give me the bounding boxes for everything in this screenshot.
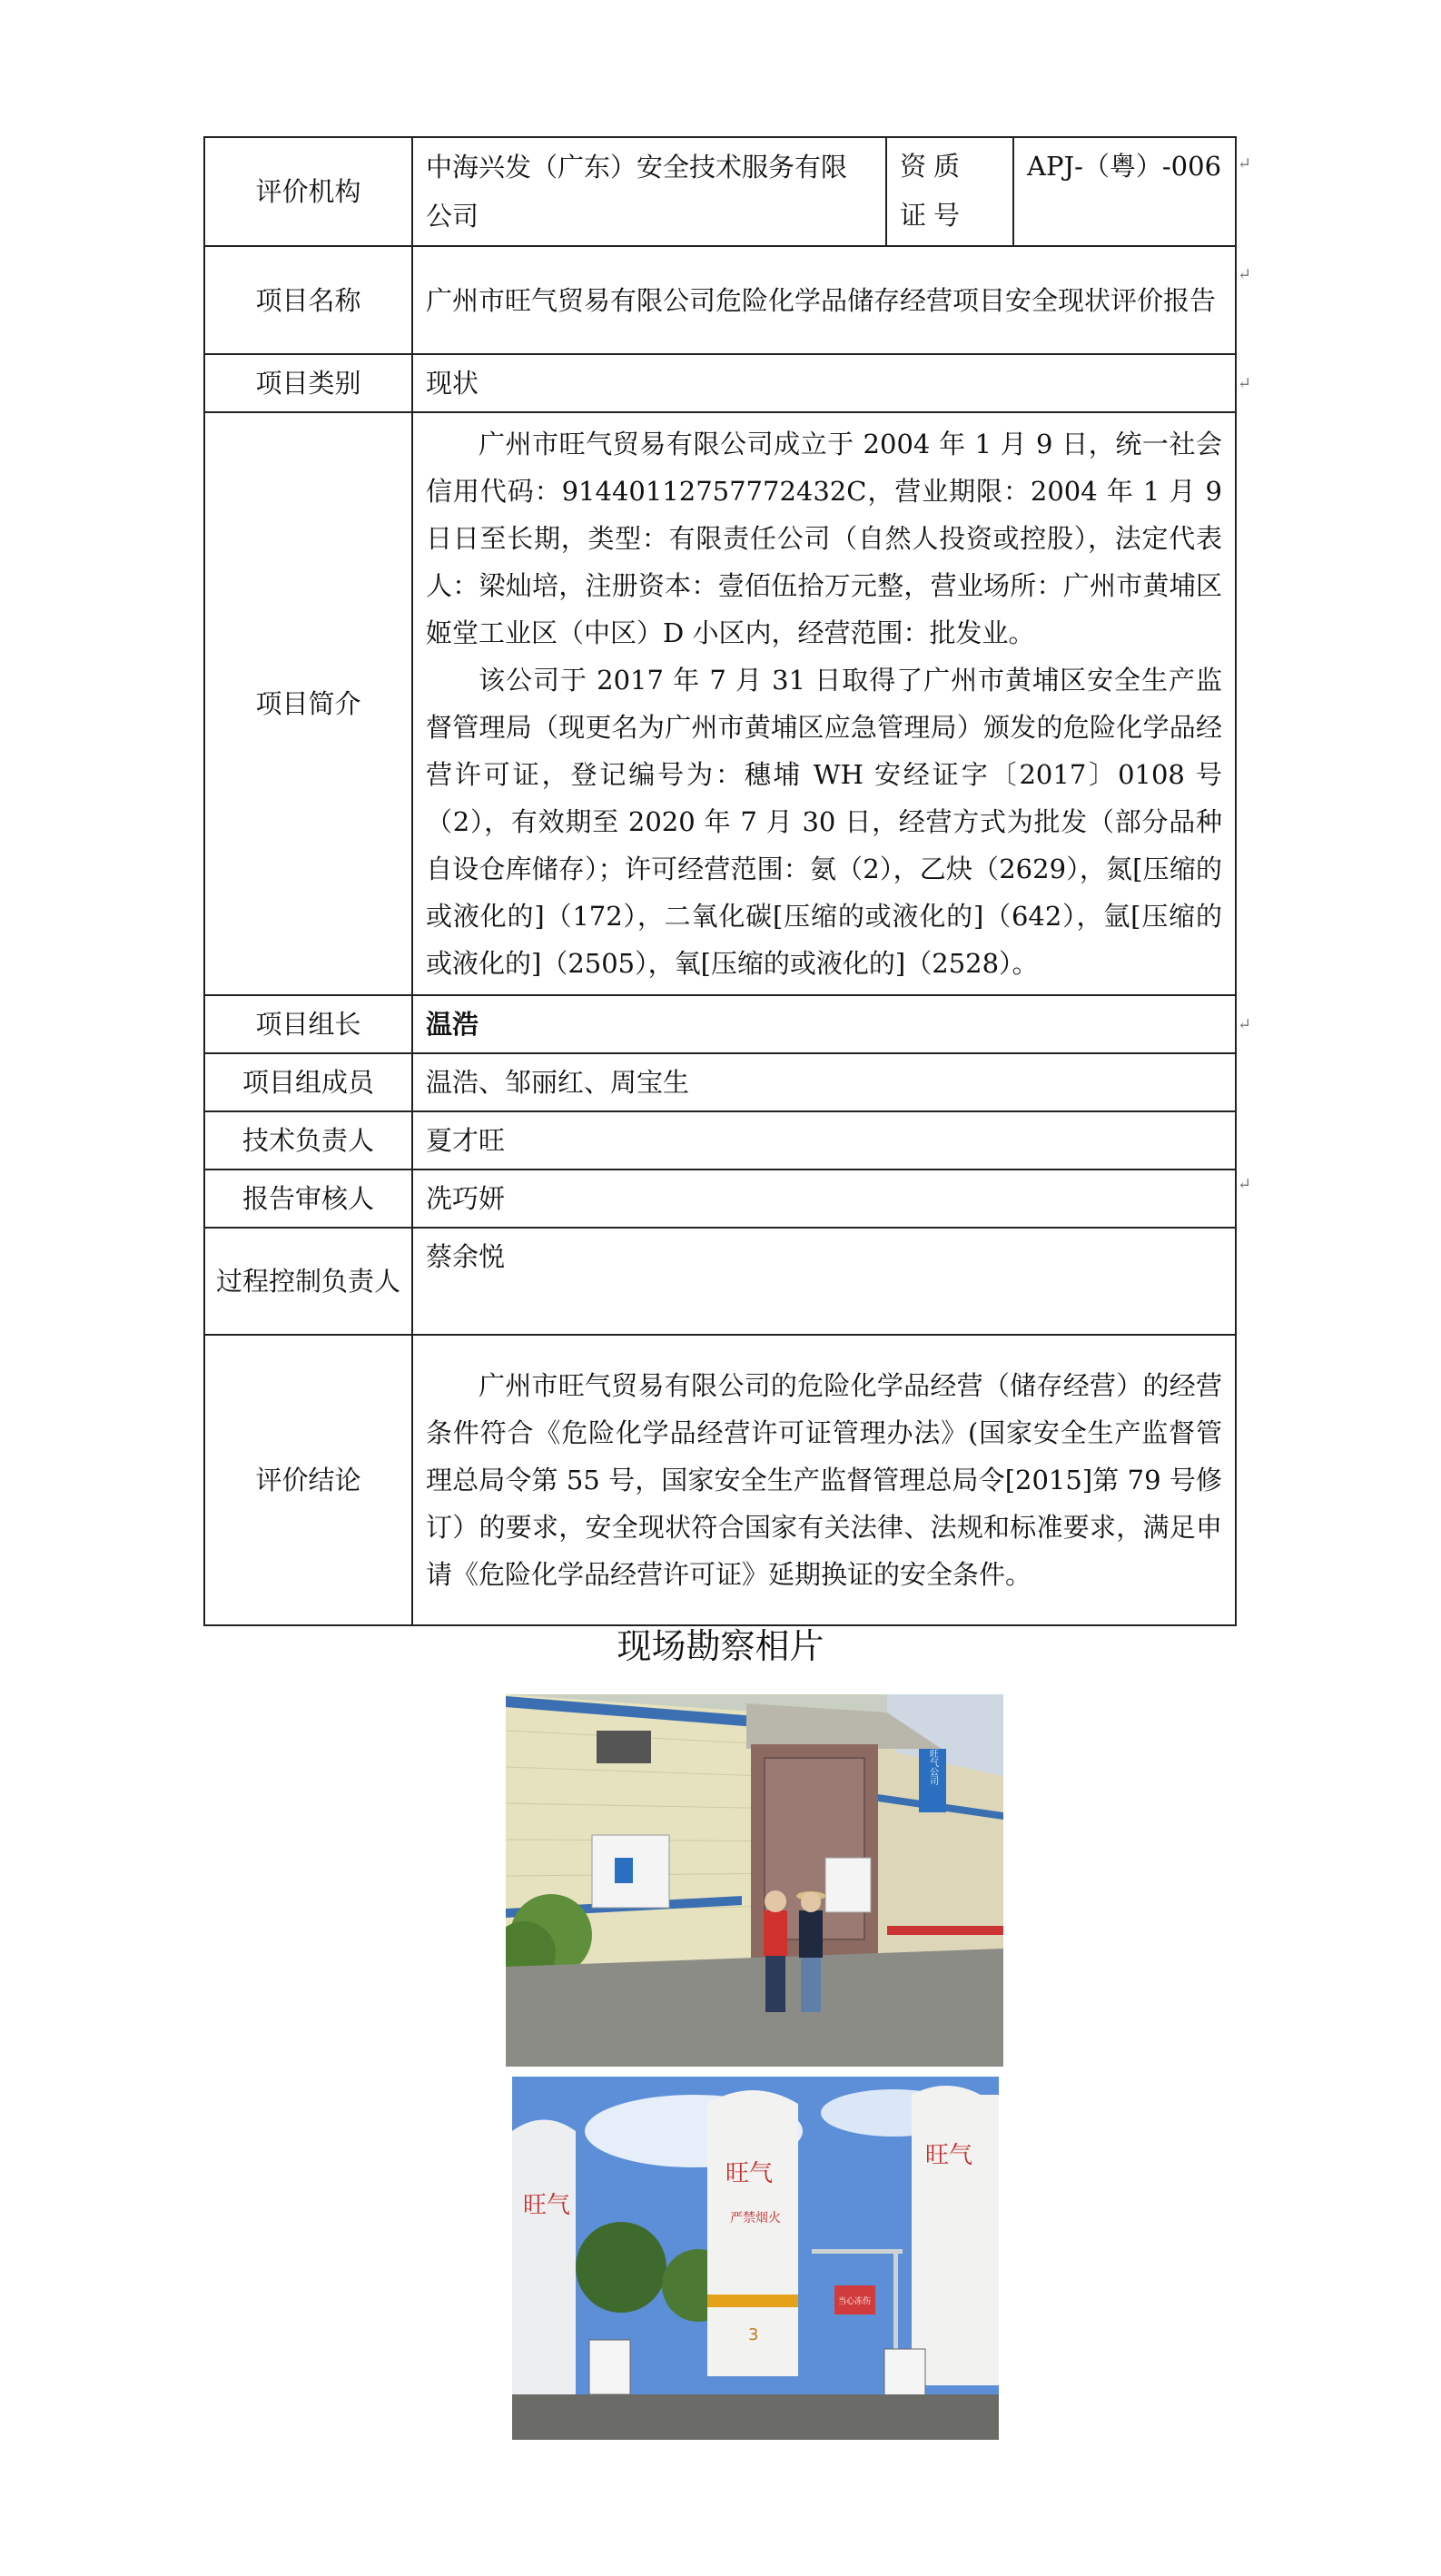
tank-center-brand: 旺气 <box>725 2160 774 2187</box>
org-value: 中海兴发（广东）安全技术服务有限公司 <box>412 137 886 246</box>
cert-label: 资质证号 <box>886 137 1013 246</box>
table-row <box>204 246 1236 354</box>
process-label: 过程控制负责人 <box>204 1228 412 1335</box>
photos-title: 现场勘察相片 <box>617 1626 824 1666</box>
conclusion-paragraph: 广州市旺气贸易有限公司的危险化学品经营（储存经营）的经营条件符合《危险化学品经营许可证管理办法》(国家安全生产监督管理总局令第 55 号，国家安全生产监督管理总局令[2015]第 79 号修订）的要求，安全现状符合国家有关法律、法规和标准要求，满足申请《危险化学品经营许可证》延期换证的安全条件。 <box>426 1370 1222 1590</box>
intro-value <box>412 412 1236 995</box>
table-row <box>204 412 1236 995</box>
tank-warning-text: 严禁烟火 <box>730 2211 781 2226</box>
site-photo-tanks <box>512 2077 999 2440</box>
cert-value: APJ-（粤）-006 <box>1013 137 1236 246</box>
table-row <box>204 137 1236 246</box>
conclusion-label: 评价结论 <box>204 1335 412 1625</box>
table-row <box>204 1111 1236 1170</box>
tank-right-brand: 旺气 <box>925 2142 973 2169</box>
name-value: 广州市旺气贸易有限公司危险化学品储存经营项目安全现状评价报告 <box>412 246 1236 354</box>
paragraph-mark: ↵ <box>1238 1015 1252 1034</box>
members-value: 温浩、邹丽红、周宝生 <box>412 1053 1236 1111</box>
intro-paragraph-1: 广州市旺气贸易有限公司成立于 2004 年 1 月 9 日，统一社会信用代码：91440112757772432C，营业期限：2004 年 1 月 9 日日至长期，类型：有限责任公司（自然人投资或控股），法定代表人：梁灿培，注册资本：壹佰伍拾万元整，营业场所：广州市黄埔区姬堂工业区（中区）D 小区内，经营范围：批发业。 <box>426 429 1222 648</box>
tank-left-brand: 旺气 <box>523 2192 571 2219</box>
tank-number: 3 <box>748 2325 759 2344</box>
members-label: 项目组成员 <box>204 1053 412 1111</box>
frost-warning-sign: 当心冻伤 <box>837 2297 872 2306</box>
tech-label: 技术负责人 <box>204 1111 412 1170</box>
review-value: 冼巧妍 <box>412 1170 1236 1228</box>
intro-label: 项目简介 <box>204 412 412 995</box>
project-info-table <box>203 136 1237 1626</box>
leader-value: 温浩 <box>412 995 1236 1053</box>
table-row <box>204 1170 1236 1228</box>
type-value: 现状 <box>412 354 1236 412</box>
process-value: 蔡余悦 <box>412 1228 1236 1335</box>
intro-paragraph-2: 该公司于 2017 年 7 月 31 日取得了广州市黄埔区安全生产监督管理局（现更名为广州市黄埔区应急管理局）颁发的危险化学品经营许可证，登记编号为：穗埔 WH 安经证字〔2017〕0108 号（2），有效期至 2020 年 7 月 30 日，经营方式为批发（部分品种自设仓库储存）；许可经营范围：氨（2），乙炔（2629），氮[压缩的或液化的]（172），二氧化碳[压缩的或液化的]（642），氩[压缩的或液化的]（2505），氧[压缩的或液化的]（2528）。 <box>426 665 1222 979</box>
tanks-photo-illustration <box>512 2077 999 2440</box>
conclusion-value <box>412 1335 1236 1625</box>
name-label: 项目名称 <box>204 246 412 354</box>
site-photo-building <box>506 1694 1003 2067</box>
paragraph-mark: ↵ <box>1238 1175 1252 1194</box>
company-sign-text: 旺气公司 <box>927 1749 938 1785</box>
table-row <box>204 1228 1236 1335</box>
tech-value: 夏才旺 <box>412 1111 1236 1170</box>
table-row <box>204 354 1236 412</box>
org-label: 评价机构 <box>204 137 412 246</box>
table-row <box>204 1053 1236 1111</box>
table-row <box>204 1335 1236 1625</box>
review-label: 报告审核人 <box>204 1170 412 1228</box>
paragraph-mark: ↵ <box>1238 374 1252 393</box>
type-label: 项目类别 <box>204 354 412 412</box>
building-photo-illustration <box>506 1694 1003 2067</box>
paragraph-mark: ↵ <box>1238 265 1252 284</box>
leader-label: 项目组长 <box>204 995 412 1053</box>
paragraph-mark: ↵ <box>1238 154 1252 173</box>
table-row <box>204 995 1236 1053</box>
